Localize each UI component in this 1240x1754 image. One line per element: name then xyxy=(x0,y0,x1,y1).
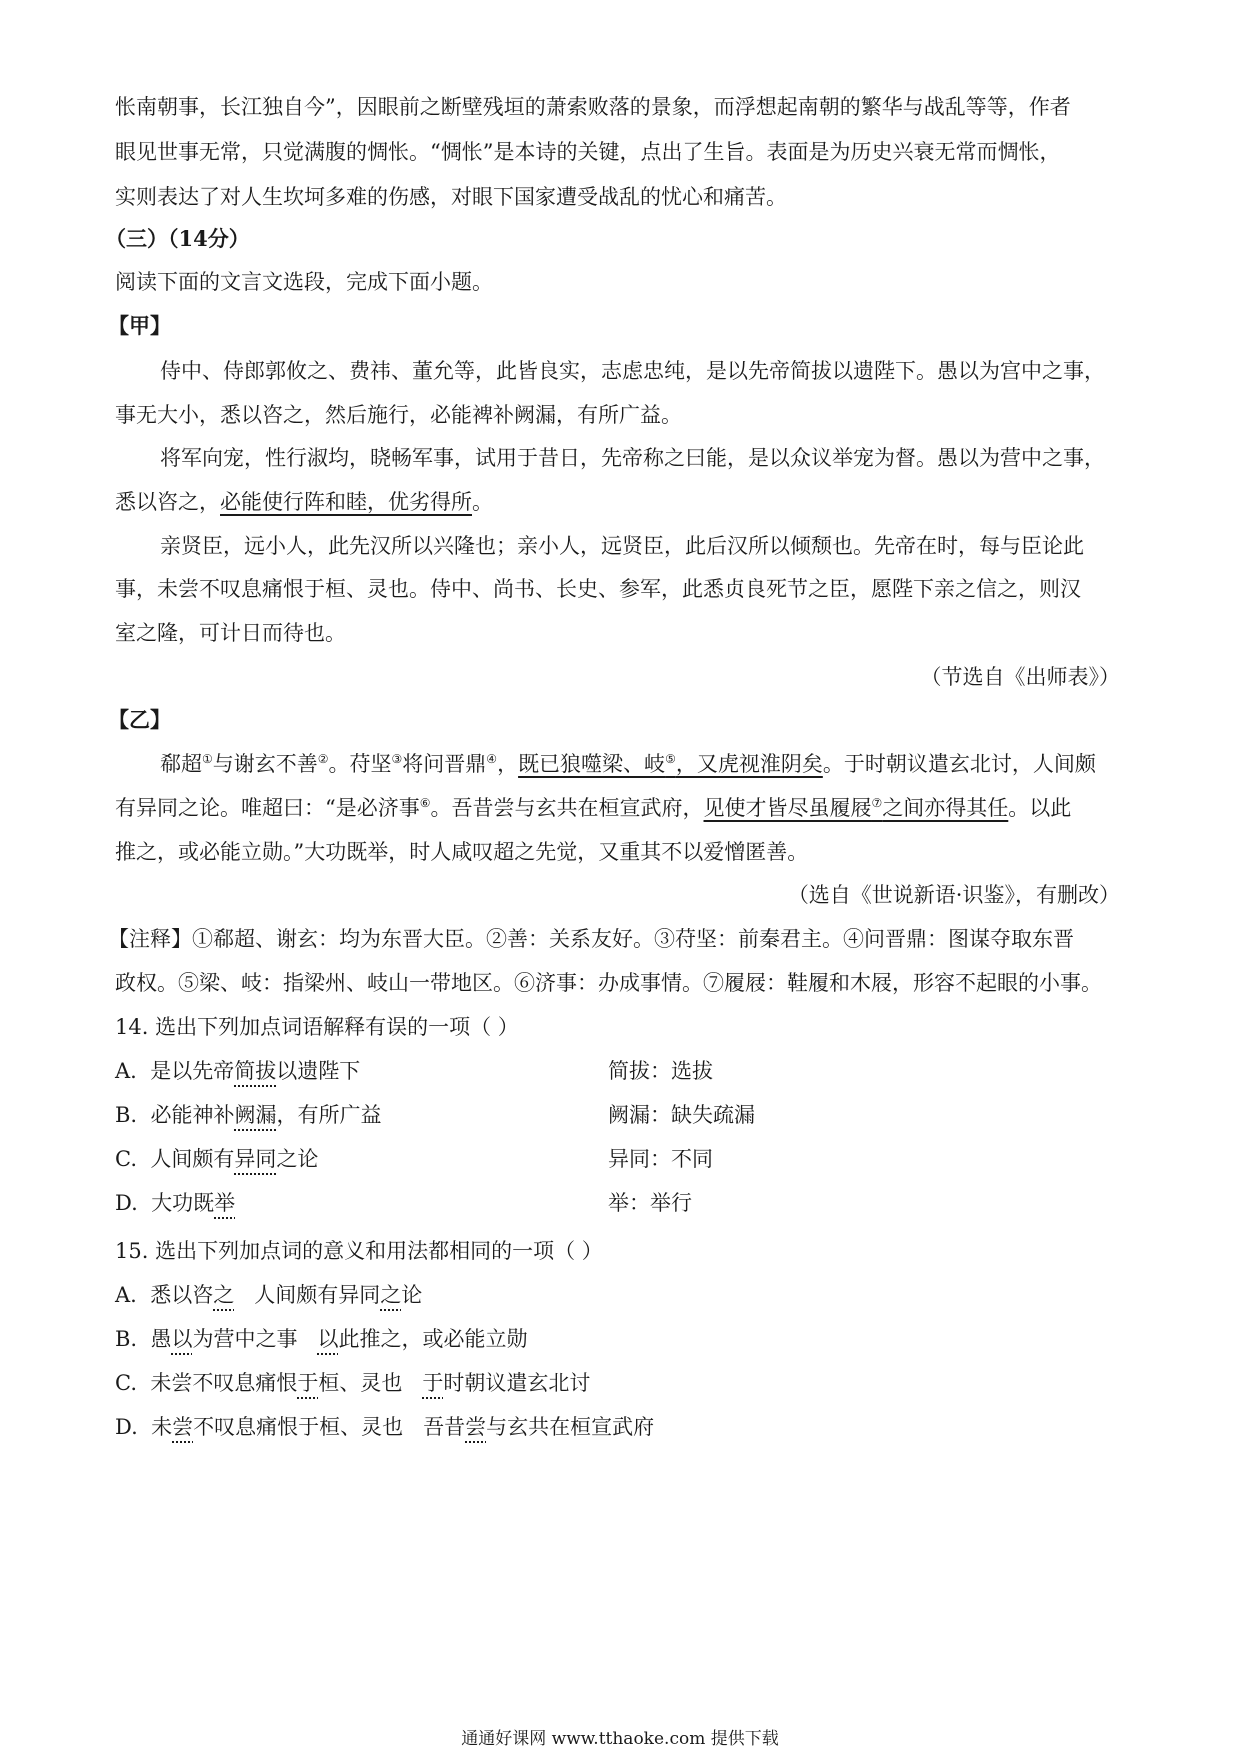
jia-p3-line-2: 事，未尝不叹息痛恨于桓、灵也。侍中、尚书、长史、参军，此悉贞良死节之臣，愿陛下亲之信之，则汉 xyxy=(115,577,1081,601)
intro-line-1: 怅南朝事，长江独自今”，因眼前之断壁残垣的萧索败落的景象，而浮想起南朝的繁华与战乱等等，作者 xyxy=(115,95,1071,119)
q14-option-d: D. 大功既举 xyxy=(115,1191,236,1215)
dotted-word: 之 xyxy=(380,1283,402,1307)
passage-yi-label: 【乙】 xyxy=(108,707,171,732)
q14-option-b: B. 必能神补阙漏，有所广益 xyxy=(115,1103,382,1127)
dotted-word: 尝 xyxy=(465,1415,487,1439)
underlined-phrase: 见使才皆尽虽履屐⑦之间亦得其任 xyxy=(703,796,1009,820)
yi-line-1: 郗超①与谢玄不善②。苻坚③将问晋鼎④，既已狼噬梁、岐⑤，又虎视淮阴矣。于时朝议遣玄北讨，人间颇 xyxy=(160,752,1096,776)
q15-option-a: A. 悉以咨之 人间颇有异同之论 xyxy=(115,1283,423,1307)
passage-jia-label: 【甲】 xyxy=(108,313,171,338)
dotted-word: 尝 xyxy=(172,1415,194,1439)
q14-option-a-gloss: 简拔：选拔 xyxy=(608,1059,713,1083)
jia-p1-line-2: 事无大小，悉以咨之，然后施行，必能裨补阙漏，有所广益。 xyxy=(115,403,682,427)
footer-watermark: 通通好课网 www.tthaoke.com 提供下载 xyxy=(461,1729,779,1749)
jia-p2-line-1: 将军向宠，性行淑均，晓畅军事，试用于昔日，先帝称之曰能，是以众议举宠为督。愚以为营中之事， xyxy=(160,446,1105,470)
dotted-word: 于 xyxy=(422,1371,444,1395)
intro-line-2: 眼见世事无常，只觉满腹的惆怅。“惆怅”是本诗的关键，点出了生旨。表面是为历史兴衰无常而惆怅， xyxy=(115,140,1061,164)
dotted-word: 以 xyxy=(171,1327,193,1351)
q15-option-b: B. 愚以为营中之事 以此推之，或必能立勋 xyxy=(115,1327,528,1351)
q14-option-b-gloss: 阙漏：缺失疏漏 xyxy=(608,1103,755,1127)
yi-source: （选自《世说新语·识鉴》，有删改） xyxy=(787,883,1120,907)
section-title: （三）（14分） xyxy=(105,226,250,251)
yi-line-3: 推之，或必能立勋。”大功既举，时人咸叹超之先觉，又重其不以爱憎匿善。 xyxy=(115,840,809,864)
question-14-stem: 14. 选出下列加点词语解释有误的一项（ ） xyxy=(115,1015,519,1039)
intro-line-3: 实则表达了对人生坎坷多难的伤感，对眼下国家遭受战乱的忧心和痛苦。 xyxy=(115,185,787,209)
dotted-word: 于 xyxy=(297,1371,319,1395)
jia-source: （节选自《出师表》） xyxy=(920,665,1120,689)
dotted-word: 之 xyxy=(213,1283,235,1307)
notes-line-1: 【注释】①郗超、谢玄：均为东晋大臣。②善：关系友好。③苻坚：前秦君主。④问晋鼎：图谋夺取东晋 xyxy=(108,927,1074,951)
q14-option-c-gloss: 异同：不同 xyxy=(608,1147,713,1171)
dotted-word: 简拔 xyxy=(234,1059,277,1083)
q15-option-c: C. 未尝不叹息痛恨于桓、灵也 于时朝议遣玄北讨 xyxy=(115,1371,591,1395)
dotted-word: 异同 xyxy=(234,1147,277,1171)
dotted-word: 以 xyxy=(317,1327,339,1351)
section-instruction: 阅读下面的文言文选段，完成下面小题。 xyxy=(115,270,493,294)
dotted-word: 阙漏 xyxy=(234,1103,277,1127)
underlined-phrase: 既已狼噬梁、岐⑤，又虎视淮阴矣 xyxy=(518,752,823,776)
underlined-phrase: 必能使行阵和睦，优劣得所 xyxy=(220,490,472,514)
notes-line-2: 政权。⑤梁、岐：指梁州、岐山一带地区。⑥济事：办成事情。⑦履屐：鞋履和木屐，形容不起眼的小事。 xyxy=(115,971,1102,995)
q14-option-d-gloss: 举：举行 xyxy=(608,1191,692,1215)
q14-option-c: C. 人间颇有异同之论 xyxy=(115,1147,319,1171)
jia-p2-line-2: 悉以咨之，必能使行阵和睦，优劣得所。 xyxy=(115,490,493,514)
jia-p3-line-3: 室之隆，可计日而待也。 xyxy=(115,621,346,645)
q14-option-a: A. 是以先帝简拔以遗陛下 xyxy=(115,1059,361,1083)
dotted-word: 举 xyxy=(214,1191,236,1215)
question-15-stem: 15. 选出下列加点词的意义和用法都相同的一项（ ） xyxy=(115,1239,603,1263)
jia-p1-line-1: 侍中、侍郎郭攸之、费祎、董允等，此皆良实，志虑忠纯，是以先帝简拔以遗陛下。愚以为宫中之事， xyxy=(160,359,1105,383)
jia-p3-line-1: 亲贤臣，远小人，此先汉所以兴隆也；亲小人，远贤臣，此后汉所以倾颓也。先帝在时，每与臣论此 xyxy=(160,534,1084,558)
yi-line-2: 有异同之论。唯超曰：“是必济事⑥。吾昔尝与玄共在桓宣武府，见使才皆尽虽履屐⑦之间亦得其任。以此 xyxy=(115,796,1072,820)
q15-option-d: D. 未尝不叹息痛恨于桓、灵也 吾昔尝与玄共在桓宣武府 xyxy=(115,1415,655,1439)
